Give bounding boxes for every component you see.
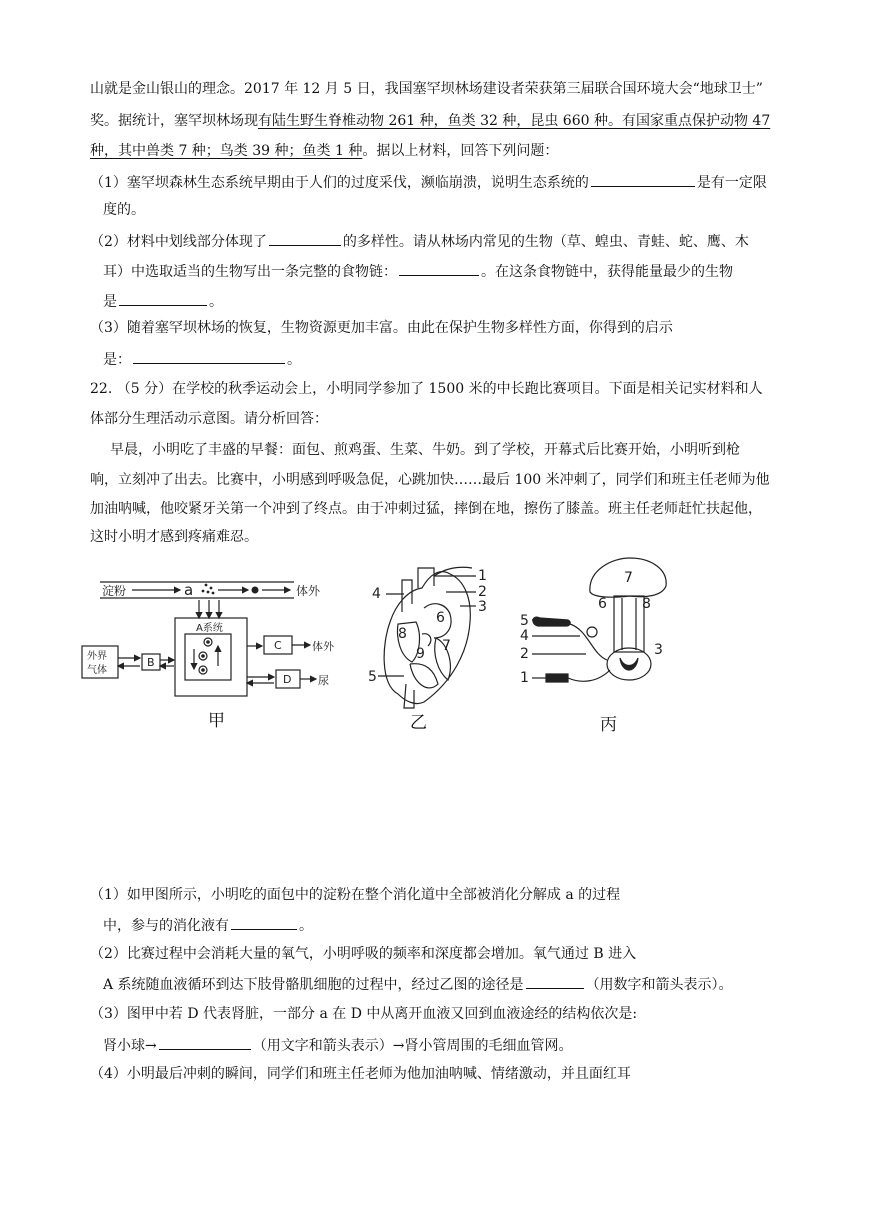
diagram-jia — [82, 581, 335, 696]
label-9: 9 — [416, 646, 425, 662]
passage-line — [90, 111, 770, 131]
spinal-cord-upper — [614, 596, 644, 652]
starch-label: 淀粉 — [102, 584, 127, 598]
question-22-intro: 22. （5 分）在学校的秋季运动会上，小明同学参加了 1500 米的中长跑比赛项目。下面是相关记实材料和人 — [90, 381, 763, 397]
label-4: 4 — [372, 586, 381, 602]
question-text: 。在这条食物链中，获得能量最少的生物 — [481, 264, 733, 280]
label-8: 8 — [642, 596, 651, 612]
question-text-line — [103, 914, 313, 936]
external-air-label-1: 外界 — [87, 651, 107, 662]
passage-text: 奖。据统计，塞罕坝林场现 — [90, 113, 258, 129]
reflex-labels — [520, 570, 663, 686]
question-22-4: （4）小明最后冲刺的瞬间，同学们和班主任老师为他加油呐喊、情绪激动，并且面红耳 — [90, 1066, 631, 1082]
story-line: 加油呐喊，他咬紧牙关第一个冲到了终点。由于冲刺过猛，摔倒在地，擦伤了膝盖。班主任老师赶忙扶起他， — [90, 501, 762, 517]
answer-blank[interactable] — [591, 171, 695, 187]
d-label: D — [283, 673, 292, 686]
effector-1 — [546, 674, 568, 682]
b-label: B — [147, 656, 155, 669]
label-1: 1 — [478, 568, 487, 584]
question-text-line — [103, 290, 223, 312]
question-text: 。 — [299, 918, 313, 934]
external-air-label-2: 气体 — [87, 665, 107, 676]
question-text: （1）塞罕坝森林生态系统早期由于人们的过度采伐，濒临崩溃，说明生态系统的 — [90, 175, 589, 191]
question-text: A 系统随血液循环到达下肢骨骼肌细胞的过程中，经过乙图的途径是 — [103, 977, 524, 993]
question-22-2: （2）比赛过程中会消耗大量的氧气，小明呼吸的频率和深度都会增加。氧气通过 B 进入 — [90, 946, 637, 962]
receptor-5 — [533, 617, 570, 626]
answer-blank[interactable] — [119, 290, 207, 306]
diagram-bing-reflex — [520, 558, 666, 686]
caption-yi: 乙 — [410, 713, 427, 733]
molecule-dots — [202, 584, 215, 595]
answer-blank[interactable] — [133, 348, 285, 364]
physiology-figures — [62, 534, 674, 730]
a-label: a — [184, 581, 194, 599]
question-21-3: （3）随着塞罕坝林场的恢复，生物资源更加丰富。由此在保护生物多样性方面，你得到的启示 — [90, 320, 673, 336]
question-text-line — [103, 260, 733, 282]
label-3: 3 — [478, 599, 487, 615]
underlined-text: 种，其中兽类 7 种；鸟类 39 种；鱼类 1 种 — [90, 143, 363, 159]
outside-label: 体外 — [296, 584, 321, 598]
outside-label-2: 体外 — [312, 640, 334, 653]
label-6: 6 — [598, 596, 607, 612]
story-line: 响，立刻冲了出去。比赛中，小明感到呼吸急促，心跳加快……最后 100 米冲刺了，同学们和班主任老师为他 — [90, 472, 770, 488]
question-22-1: （1）如甲图所示，小明吃的面包中的淀粉在整个消化道中全部被消化分解成 a 的过程 — [90, 887, 621, 903]
vena-cava-top — [402, 580, 412, 612]
underlined-text: 有陆生野生脊椎动物 261 种，鱼类 32 种，昆虫 660 种。有国家重点保护动物 47 — [258, 113, 771, 129]
label-2: 2 — [520, 646, 529, 662]
gray-matter — [620, 658, 638, 670]
label-6: 6 — [436, 610, 445, 626]
label-3: 3 — [654, 642, 663, 658]
label-2: 2 — [478, 584, 487, 600]
caption-bing: 丙 — [600, 715, 617, 735]
ganglion — [587, 627, 597, 637]
question-text: （用文字和箭头表示）→肾小管周围的毛细血管网。 — [252, 1038, 573, 1054]
answer-blank[interactable] — [399, 260, 479, 276]
question-text: 是有一定限 — [696, 175, 767, 191]
story-line: 早晨，小明吃了丰盛的早餐：面包、煎鸡蛋、生菜、牛奶。到了学校，开幕式后比赛开始，小明听到枪 — [110, 442, 740, 458]
question-text: 是： — [103, 352, 131, 368]
question-text: 的多样性。请从林场内常见的生物（草、蝗虫、青蛙、蛇、鹰、木 — [342, 234, 749, 250]
caption-jia: 甲 — [208, 711, 225, 731]
label-8: 8 — [398, 626, 407, 642]
question-text: 肾小球→ — [103, 1038, 157, 1054]
question-text: 度的。 — [103, 202, 145, 218]
question-21-1 — [90, 171, 767, 193]
valve — [422, 634, 431, 646]
figures-panel — [62, 534, 674, 735]
answer-blank[interactable] — [526, 973, 584, 989]
label-5: 5 — [368, 669, 377, 685]
answer-blank[interactable] — [231, 914, 297, 930]
aorta — [418, 568, 434, 588]
vena-cava-bottom — [404, 684, 414, 708]
passage-line: 山就是金山银山的理念。2017 年 12 月 5 日，我国塞罕坝林场建设者荣获第三届联合国环境大会“地球卫士” — [90, 81, 763, 97]
answer-blank[interactable] — [159, 1034, 251, 1050]
question-22-intro: 体部分生理活动示意图。请分析回答： — [90, 411, 328, 427]
question-text: 。 — [287, 352, 301, 368]
motor-nerve — [568, 670, 610, 681]
question-text: 耳）中选取适当的生物写出一条完整的食物链： — [103, 264, 397, 280]
label-7: 7 — [624, 570, 633, 586]
question-text: （2）材料中划线部分体现了 — [90, 234, 267, 250]
question-text: （用数字和箭头表示）。 — [585, 977, 733, 993]
question-text-line — [103, 973, 733, 995]
question-21-2 — [90, 230, 749, 252]
urine-label: 尿 — [318, 674, 329, 687]
residue-dot — [252, 587, 259, 594]
right-ventricle — [410, 664, 438, 688]
label-4: 4 — [520, 628, 529, 644]
system-a-label: A系统 — [196, 623, 223, 634]
question-text: 中，参与的消化液有 — [103, 918, 229, 934]
diagram-yi-heart — [368, 567, 487, 708]
story-line-cut: 这时小明才感到疼痛难忍。 — [90, 529, 258, 545]
label-1: 1 — [520, 670, 529, 686]
question-text-line — [103, 1034, 572, 1056]
answer-blank[interactable] — [269, 230, 341, 246]
label-5: 5 — [520, 613, 529, 629]
question-22-3: （3）图甲中若 D 代表肾脏，一部分 a 在 D 中从离开血液又回到血液途经的结构依次是: — [90, 1006, 638, 1022]
question-text: 。 — [209, 294, 223, 310]
question-text-line — [103, 348, 301, 370]
c-label: C — [274, 639, 282, 652]
blood-cells — [199, 638, 212, 674]
spinal-cord-section — [607, 648, 651, 680]
passage-line — [90, 141, 558, 161]
question-text: 是 — [103, 294, 117, 310]
passage-text: 。据以上材料，回答下列问题： — [362, 143, 559, 159]
label-7: 7 — [442, 638, 451, 654]
